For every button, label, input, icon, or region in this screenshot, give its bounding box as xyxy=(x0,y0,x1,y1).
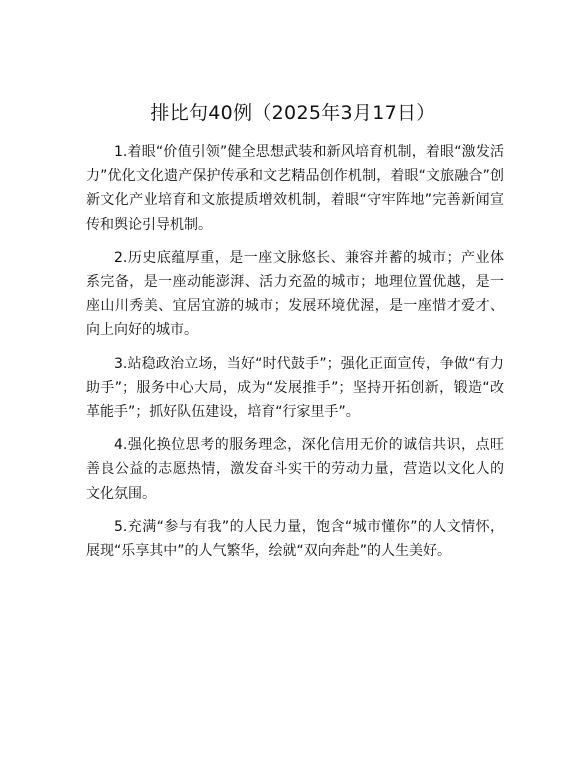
document-body xyxy=(86,140,504,572)
document-title: 排比句40例（2025年3月17日） xyxy=(150,102,436,124)
paragraph-5: 5.充满“参与有我”的人民力量，饱含“城市懂你”的人文情怀，展现“乐享其中”的人气繁华，绘就“双向奔赴”的人生美好。 xyxy=(86,518,504,560)
paragraph-4: 4.强化换位思考的服务理念，深化信用无价的诚信共识，点旺善良公益的志愿热情，激发奋斗实干的劳动力量，营造以文化人的文化氛围。 xyxy=(86,437,504,502)
paragraph-3: 3.站稳政治立场，当好“时代鼓手”；强化正面宣传，争做“有力助手”；服务中心大局，成为“发展推手”；坚持开拓创新，锻造“改革能手”；抓好队伍建设，培育“行家里手”。 xyxy=(86,355,504,421)
paragraph-2: 2.历史底蕴厚重，是一座文脉悠长、兼容并蓄的城市；产业体系完备，是一座动能澎湃、活力充盈的城市；地理位置优越，是一座山川秀美、宜居宜游的城市；发展环境优渥，是一座惜才爱才、向上向好的城市。 xyxy=(86,249,504,339)
paragraph-1: 1.着眼“价值引领”健全思想武装和新风培育机制，着眼“激发活力”优化文化遗产保护传承和文艺精品创作机制，着眼“文旅融合”创新文化产业培育和文旅提质增效机制，着眼“守牢阵地”完善新闻宣传和舆论引导机制。 xyxy=(86,144,504,233)
